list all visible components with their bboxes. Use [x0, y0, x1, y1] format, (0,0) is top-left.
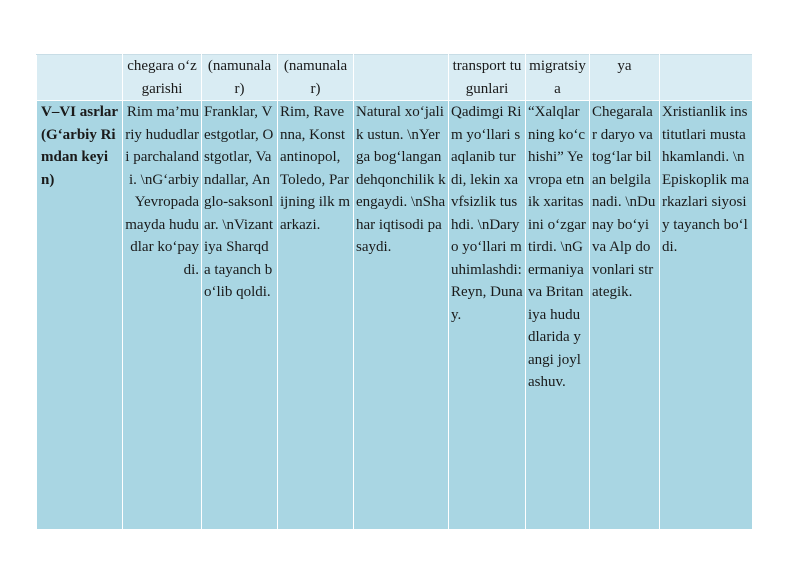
table-cell-centers: Rim, Ravenna, Konstantinopol, Toledo, Parijning ilk markazi.	[278, 101, 354, 530]
header-cell-transport-hubs: transport tugunlari	[449, 55, 526, 101]
table-cell-transport: Qadimgi Rim yo‘llari saqlanib turdi, lekin xavfsizlik tushdi. \nDaryo yo‘llari muhimlashdi: Reyn, Dunay.	[449, 101, 526, 530]
table-cell-migration: “Xalqlarning ko‘chishi” Yevropa etnik xaritasini o‘zgartirdi. \nGermaniya va Britaniya hududlarida yangi joylashuv.	[526, 101, 590, 530]
table-cell-economy: Natural xo‘jalik ustun. \nYerga bog‘langan dehqonchilik kengaydi. \nShahar iqtisodi pasaydi.	[354, 101, 449, 530]
table-cell-border-change: Rim ma’muriy hududlari parchalandi. \nG‘arbiy Yevropada mayda hududlar ko‘paydi.	[123, 101, 202, 530]
header-cell-economy	[354, 55, 449, 101]
table-row	[37, 101, 753, 530]
header-cell-geography: ya	[590, 55, 660, 101]
table-cell-geography: Chegaralar daryo va tog‘lar bilan belgilanadi. \nDunay bo‘yi va Alp dovonlari strategik.	[590, 101, 660, 530]
header-cell-examples-centers: (namunalar)	[278, 55, 354, 101]
header-cell-border-change: chegara o‘zgarishi	[123, 55, 202, 101]
header-cell-examples-peoples: (namunalar)	[202, 55, 278, 101]
history-table	[36, 54, 753, 529]
header-cell-religion	[660, 55, 753, 101]
table-header-row	[37, 55, 753, 101]
header-cell-period	[37, 55, 123, 101]
period-cell: V–VI asrlar (G‘arbiy Rimdan keyin)	[37, 101, 123, 530]
header-cell-migration: migratsiya	[526, 55, 590, 101]
table-cell-peoples: Franklar, Vestgotlar, Ostgotlar, Vandallar, Anglo-saksonlar. \nVizantiya Sharqda tayanch bo‘lib qoldi.	[202, 101, 278, 530]
table-cell-religion: Xristianlik institutlari mustahkamlandi. \nEpiskoplik markazlari siyosiy tayanch bo‘ldi.	[660, 101, 753, 530]
